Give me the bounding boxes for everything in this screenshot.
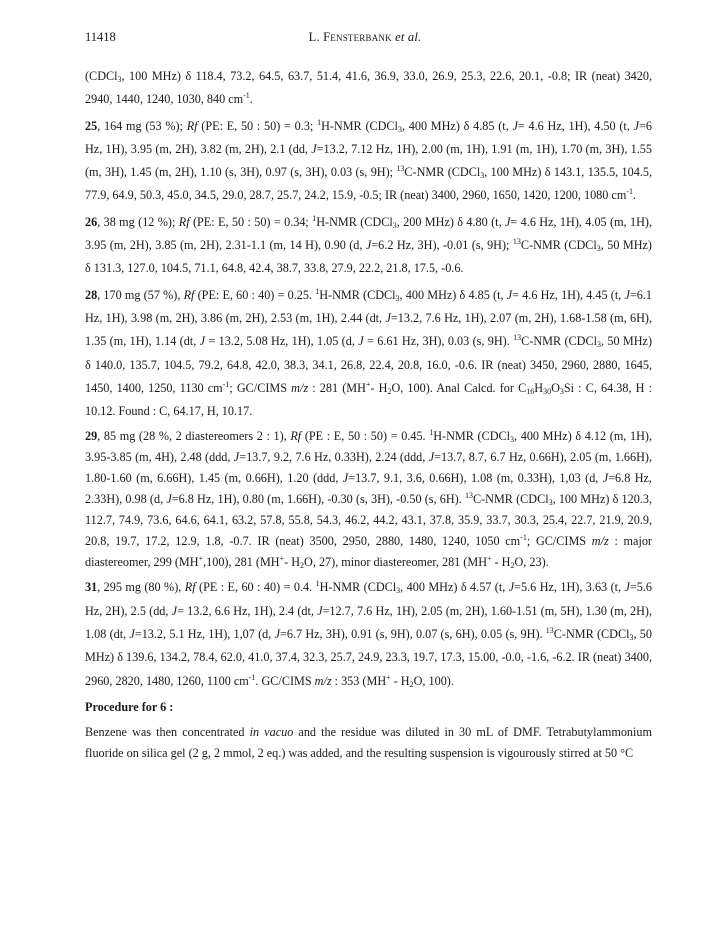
experimental-section [85, 65, 652, 767]
paragraph-compound-28: 28, 170 mg (57 %), Rf (PE: E, 60 : 40) = 0.25. $^1$H-NMR (CDCl$_3$, 400 MHz) δ 4.85 (t, J= 4.6 Hz, 1H), 4.45 (t, J=6.1 Hz, 1H), 3.98 (m, 2H), 3.86 (m, 2H), 2.53 (m, 1H), 2.44 (dt, J=13.2, 7.6 Hz, 1H), 2.07 (m, 2H), 1.68-1.58 (m, 6H), 1.35 (m, 1H), 1.14 (dt, J = 13.2, 5.08 Hz, 1H), 1.05 (d, J = 6.61 Hz, 3H), 0.03 (s, 9H). $^{13}$C-NMR (CDCl$_3$, 50 MHz) δ 140.0, 135.7, 104.5, 79.2, 64.8, 42.0, 38.3, 34.1, 26.8, 22.4, 20.8, 16.0, -0.6. IR (neat) 3450, 2960, 2880, 1645, 1450, 1400, 1250, 1130 $cm^{-1}$; GC/CIMS m/z : 281 (MH+- $H_2O$, 100). Anal Calcd. for $C_{16}H_{30}O_3Si$ : C, 64.38, H : 10.12. Found : C, 64.17, H, 10.17. [85, 286, 653, 419]
paragraph-compound-25: 25, 164 mg (53 %); Rf (PE: E, 50 : 50) = 0.3; $^1$H-NMR (CDCl$_3$, 400 MHz) δ 4.85 (t, J= 4.6 Hz, 1H), 4.50 (t, J=6 Hz, 1H), 3.95 (m, 2H), 3.82 (m, 2H), 2.1 (dd, J=13.2, 7.12 Hz, 1H), 2.00 (m, 1H), 1.91 (m, 1H), 1.70 (m, 3H), 1.55 (m, 3H), 1.45 (m, 2H), 1.10 (s, 3H), 0.97 (s, 3H), 0.03 (s, 9H); $^{13}$C-NMR (CDCl$_3$, 100 MHz) δ 143.1, 135.5, 104.5, 77.9, 64.9, 50.3, 45.0, 34.5, 29.0, 28.7, 25.7, 24.2, 15.9, -0.5; IR (neat) 3400, 2960, 1650, 1420, 1200, 1080 $cm^{-1}$. [85, 117, 653, 203]
author-name: L. Fensterbank [308, 30, 392, 44]
paragraph-compound-26: 26, 38 mg (12 %); Rf (PE: E, 50 : 50) = 0.34; $^1$H-NMR (CDCl$_3$, 200 MHz) δ 4.80 (t, J= 4.6 Hz, 1H), 4.05 (m, 1H), 3.95 (m, 2H), 3.85 (m, 2H), 2.31-1.1 (m, 14 H), 0.90 (d, J=6.2 Hz, 3H), -0.01 (s, 9H); $^{13}$C-NMR (CDCl$_3$, 50 MHz) δ 131.3, 127.0, 104.5, 71.1, 64.8, 42.4, 38.7, 33.8, 27.9, 22.2, 21.8, 17.5, -0.6. [85, 213, 652, 276]
procedure-text: Benzene was then concentrated in vacuo and the residue was diluted in 30 mL of DMF. Tetrabutylammonium fluoride on silica gel (2 g, 2 mmol, 2 eq.) was added, and the resulting suspension is vigourously stirred at 50 °C [85, 725, 652, 761]
paragraph-compound-29: 29, 85 mg (28 %, 2 diastereomers 2 : 1), Rf (PE : E, 50 : 50) = 0.45. $^1$H-NMR (CDCl$_3$, 400 MHz) δ 4.12 (m, 1H), 3.95-3.85 (m, 4H), 2.48 (ddd, J=13.7, 9.2, 7.6 Hz, 0.33H), 2.24 (ddd, J=13.7, 8.7, 6.7 Hz, 0.66H), 2.05 (m, 1.66H), 1.80-1.60 (m, 6.66H), 1.45 (m, 0.66H), 1.20 (ddd, J=13.7, 9.1, 3.6, 0.66H), 1.08 (m, 0.33H), 1,03 (d, J=6.8 Hz, 2.33H), 0.98 (d, J=6.8 Hz, 1H), 0.80 (m, 1.66H), -0.30 (s, 3H), -0.50 (s, 6H). $^{13}$C-NMR (CDCl$_3$, 100 MHz) δ 120.3, 112.7, 74.9, 73.6, 64.6, 64.1, 63.2, 57.8, 55.8, 54.3, 46.2, 44.2, 43.1, 37.8, 35.9, 33.7, 30.3, 25.4, 22.7, 21.9, 20.9, 20.8, 19.7, 17.2, 12.9, 1.8, -0.7. IR (neat) 3500, 2950, 2880, 1480, 1240, 1050 $cm^{-1}$; GC/CIMS m/z : major diastereomer, 299 (MH+,100), 281 (MH+- $H_2O$, 27), minor diastereomer, 281 ($MH^+ - H_2O$, 23). [85, 428, 653, 571]
paragraph-compound-31: 31, 295 mg (80 %), Rf (PE : E, 60 : 40) = 0.4. $^1$H-NMR (CDCl$_3$, 400 MHz) δ 4.57 (t, J=5.6 Hz, 1H), 3.63 (t, J=5.6 Hz, 2H), 2.5 (dd, J= 13.2, 6.6 Hz, 1H), 2.4 (dt, J=12.7, 7.6 Hz, 1H), 2.05 (m, 2H), 1.60-1.51 (m, 5H), 1.30 (m, 2H), 1.08 (dt, J=13.2, 5.1 Hz, 1H), 1,07 (d, J=6.7 Hz, 3H), 0.91 (s, 9H), 0.07 (s, 6H), 0.05 (s, 9H). $^{13}$C-NMR (CDCl$_3$, 50 MHz) δ 139.6, 134.2, 78.4, 62.0, 41.0, 37.4, 32.3, 25.7, 24.9, 23.3, 19.7, 17.3, 15.00, -0.0, -1.6, -6.2. IR (neat) 3400, 2960, 2820, 1480, 1260, 1100 $cm^{-1}$. GC/CIMS m/z : 353 ($MH^+ - H_2O$, 100). [85, 579, 653, 689]
running-title [85, 30, 645, 45]
author-suffix: et al. [395, 30, 422, 44]
page-number: 11418 [85, 30, 116, 44]
running-header [85, 30, 645, 48]
procedure-heading: Procedure for 6 : [85, 699, 174, 714]
paragraph-continued: (CDCl$_3$, 100 MHz) δ 118.4, 73.2, 64.5, 63.7, 51.4, 41.6, 36.9, 33.0, 26.9, 25.3, 22.6, 20.1, -0.8; IR (neat) 3420, 2940, 1440, 1240, 1030, 840 $cm^{-1}$. [85, 69, 652, 107]
